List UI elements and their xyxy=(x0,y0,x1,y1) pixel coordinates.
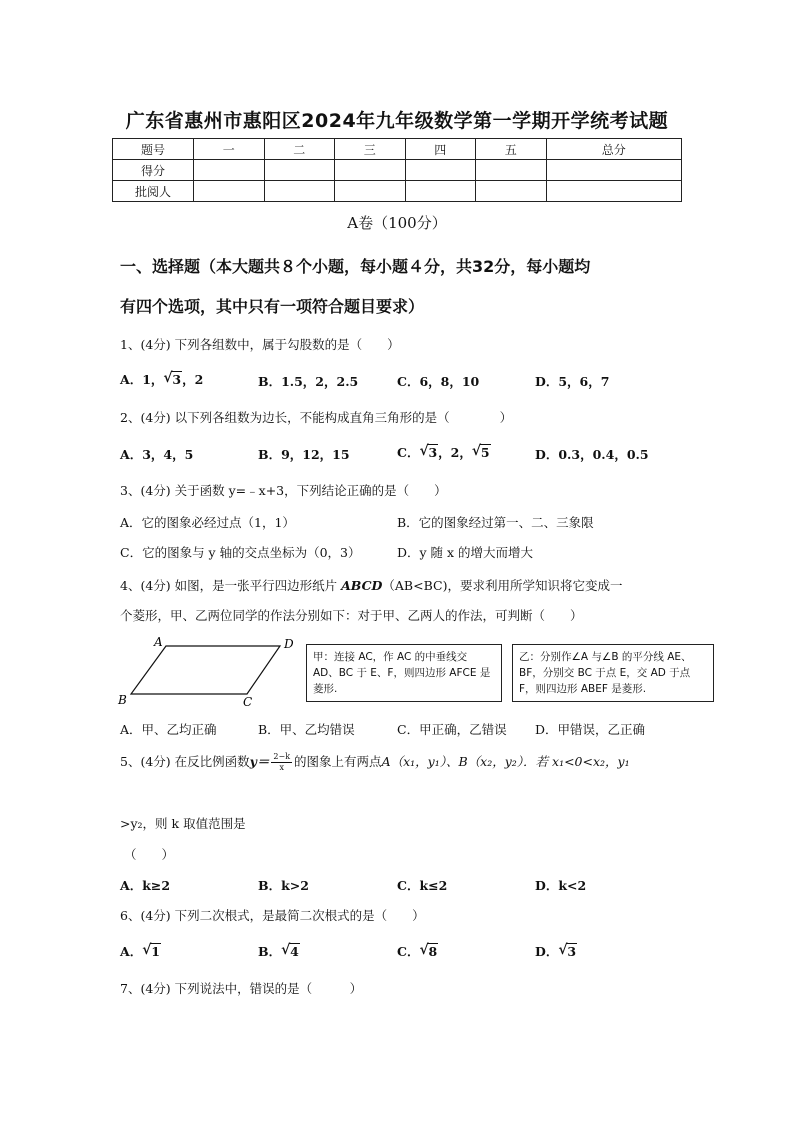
stem-text: （AB<BC)，要求利用所学知识将它变成一 xyxy=(382,578,623,593)
option-text: A． xyxy=(120,944,143,959)
table-cell xyxy=(405,160,476,181)
radicand: 5 xyxy=(480,445,490,460)
question-1-stem: 1、(4分) 下列各组数中，属于勾股数的是（ ） xyxy=(120,337,400,352)
table-cell xyxy=(546,181,682,202)
radicand: 3 xyxy=(567,944,577,959)
q6-option-d xyxy=(535,942,577,960)
question-5-line1 xyxy=(120,752,630,773)
table-cell: 四 xyxy=(405,139,476,160)
stem-text: y＝ xyxy=(249,754,270,769)
radicand: 4 xyxy=(290,944,299,959)
reviewer-row xyxy=(113,181,682,202)
parallelogram-figure xyxy=(112,634,302,710)
radicand: 3 xyxy=(172,372,182,387)
vertex-b-label: B xyxy=(118,693,127,707)
parallelogram-shape xyxy=(131,646,280,694)
q4-option-d: D．甲错误，乙正确 xyxy=(535,722,646,737)
radicand: 1 xyxy=(151,944,160,959)
fraction-denominator: x xyxy=(279,763,284,772)
table-cell: 批阅人 xyxy=(113,181,194,202)
stem-text: 4、(4分) 如图，是一张平行四边形纸片 xyxy=(120,578,342,593)
score-table xyxy=(112,138,682,202)
stem-text: ABCD xyxy=(341,578,383,593)
q4-option-c: C．甲正确，乙错误 xyxy=(397,722,507,737)
q5-option-d: D．k<2 xyxy=(535,878,587,893)
vertex-c-label: C xyxy=(243,695,253,709)
section-heading-line1: 一、选择题（本大题共８个小题，每小题４分，共32分，每小题均 xyxy=(120,257,591,276)
q1-option-d: D．5，6，7 xyxy=(535,374,610,389)
q5-option-c: C．k≤2 xyxy=(397,878,448,893)
question-2-stem: 2、(4分) 以下列各组数为边长，不能构成直角三角形的是（ ） xyxy=(120,410,513,425)
q1-option-a xyxy=(120,370,203,388)
option-text: D． xyxy=(535,944,559,959)
q4-option-a: A．甲、乙均正确 xyxy=(120,722,217,737)
table-cell: 题号 xyxy=(113,139,194,160)
method-jia-box: 甲：连接 AC，作 AC 的中垂线交 AD、BC 于 E、F，则四边形 AFCE 是菱形. xyxy=(306,644,502,702)
score-table-header xyxy=(113,139,682,160)
table-cell xyxy=(264,181,335,202)
stem-text: 的图象上有两点 xyxy=(294,754,382,769)
table-cell xyxy=(264,160,335,181)
table-cell xyxy=(194,181,265,202)
sqrt-symbol xyxy=(419,944,438,959)
table-cell xyxy=(405,181,476,202)
q6-option-b xyxy=(258,942,300,960)
question-5-line2: >y₂，则 k 取值范围是 xyxy=(120,816,246,831)
table-cell: 三 xyxy=(335,139,406,160)
question-6-stem: 6、(4分) 下列二次根式，是最简二次根式的是（ ） xyxy=(120,908,425,923)
table-cell: 五 xyxy=(476,139,547,160)
table-cell xyxy=(335,160,406,181)
volume-heading: A卷（100分） xyxy=(347,214,447,232)
fraction xyxy=(271,752,292,773)
q3-option-d: D．y 随 x 的增大而增大 xyxy=(397,545,534,560)
section-heading-line2: 有四个选项，其中只有一项符合题目要求） xyxy=(120,297,425,316)
sqrt-symbol xyxy=(163,372,182,387)
q1-option-b: B．1.5，2，2.5 xyxy=(258,374,359,389)
option-text: A．1， xyxy=(120,372,164,387)
q2-option-b: B．9，12，15 xyxy=(258,447,350,462)
option-text: ，2 xyxy=(182,372,204,387)
stem-text: 5、(4分) 在反比例函数 xyxy=(120,754,250,769)
radicand: 8 xyxy=(428,944,438,959)
table-cell: 一 xyxy=(194,139,265,160)
stem-text: A（x₁，y₁）、B（x₂，y₂）．若 x₁<0<x₂，y₁ xyxy=(381,754,630,769)
table-cell xyxy=(546,160,682,181)
q1-option-c: C．6，8，10 xyxy=(397,374,480,389)
sqrt-symbol xyxy=(472,445,491,460)
question-3-stem: 3、(4分) 关于函数 y=﹣x+3，下列结论正确的是（ ） xyxy=(120,483,447,498)
option-text: B． xyxy=(258,944,282,959)
q2-option-d: D．0.3，0.4，0.5 xyxy=(535,447,649,462)
sqrt-symbol xyxy=(419,445,438,460)
option-text: C． xyxy=(397,944,420,959)
q3-option-c: C．它的图象与 y 轴的交点坐标为（0，3） xyxy=(120,545,361,560)
table-cell: 总分 xyxy=(546,139,682,160)
table-cell xyxy=(194,160,265,181)
table-cell: 得分 xyxy=(113,160,194,181)
page-title: 广东省惠州市惠阳区2024年九年级数学第一学期开学统考试题 xyxy=(125,110,669,132)
option-text: ，2， xyxy=(438,445,472,460)
q3-option-a: A．它的图象必经过点（1，1） xyxy=(120,515,295,530)
q6-option-c xyxy=(397,942,438,960)
question-7-stem: 7、(4分) 下列说法中，错误的是（ ） xyxy=(120,981,363,996)
sqrt-symbol xyxy=(142,944,161,959)
sqrt-symbol xyxy=(558,944,577,959)
q2-option-c xyxy=(397,443,491,461)
method-yi-box: 乙：分别作∠A 与∠B 的平分线 AE、BF，分别交 BC 于点 E，交 AD 于点 F，则四边形 ABEF 是菱形. xyxy=(512,644,714,702)
sqrt-symbol xyxy=(281,944,300,959)
q4-option-b: B．甲、乙均错误 xyxy=(258,722,355,737)
table-cell xyxy=(476,160,547,181)
table-cell: 二 xyxy=(264,139,335,160)
fraction-numerator: 2−k xyxy=(273,752,291,761)
table-cell xyxy=(476,181,547,202)
score-row xyxy=(113,160,682,181)
radicand: 3 xyxy=(428,445,438,460)
question-5-paren: （ ） xyxy=(124,847,175,862)
option-text: C． xyxy=(397,445,420,460)
vertex-a-label: A xyxy=(154,635,163,649)
table-cell xyxy=(335,181,406,202)
question-4-line1 xyxy=(120,576,622,594)
vertex-d-label: D xyxy=(284,637,294,651)
question-4-line2: 个菱形，甲、乙两位同学的作法分别如下：对于甲、乙两人的作法，可判断（ ） xyxy=(120,608,583,623)
q3-option-b: B．它的图象经过第一、二、三象限 xyxy=(397,515,594,530)
q5-option-a: A．k≥2 xyxy=(120,878,171,893)
q2-option-a: A．3，4，5 xyxy=(120,447,194,462)
q5-option-b: B．k>2 xyxy=(258,878,309,893)
q6-option-a xyxy=(120,942,161,960)
